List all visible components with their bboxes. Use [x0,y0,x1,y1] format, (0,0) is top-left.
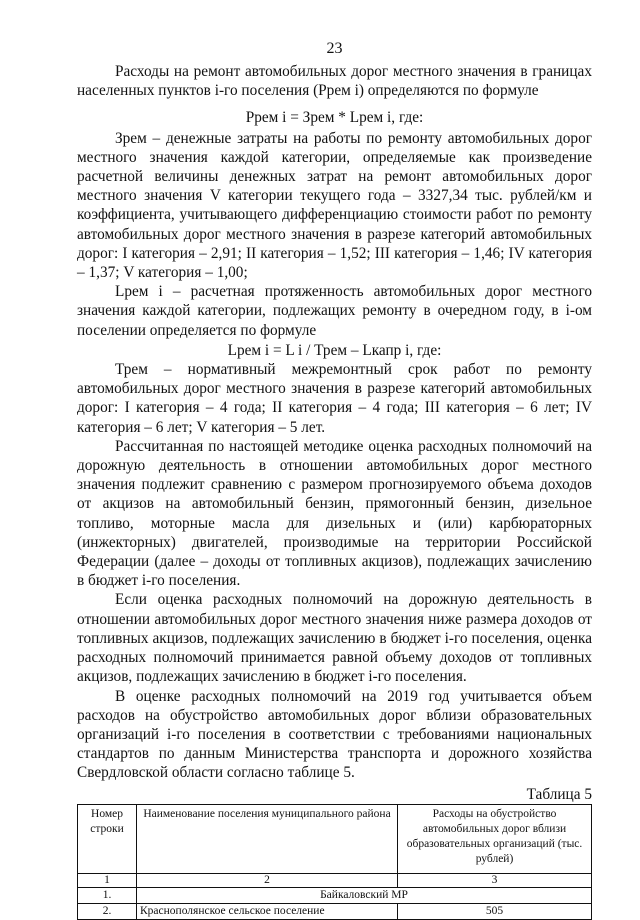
header-row-number: Номер строки [78,804,137,873]
column-number-3: 3 [398,873,592,887]
table-row [78,903,592,919]
column-number-1: 1 [78,873,137,887]
paragraph-2: Зрем – денежные затраты на работы по ремонту автомобильных дорог местного значения каждой категории, определяемые как произведение расчетной величины денежных затрат на ремонт автомобильных дорог местного значения V категории текущего года – 3327,34 тыс. рублей/км и коэффициента, учитывающего дифференциацию стоимости работ по ремонту автомобильных дорог местного значения в разрезе категорий автомобильных дорог: I категория – 2,91; II категория – 1,52; III категория – 1,46; IV категория – 1,37; V категория – 1,00; [77,129,592,282]
row-settlement-name: Краснополянское сельское поселение [137,903,398,919]
paragraph-4: Трем – нормативный межремонтный срок работ по ремонту автомобильных дорог местного значения в разрезе категорий автомобильных дорог: I категория – 4 года; II категория – 4 года; III категория – 6 лет; IV категория – 6 лет; V категория – 5 лет. [77,361,592,436]
table-header-row [78,804,592,873]
row-expense-value: 505 [398,903,592,919]
paragraph-1: Расходы на ремонт автомобильных дорог местного значения в границах населенных пунктов i-го поселения (Ррем i) определяются по формуле [77,63,592,100]
row-number: 2. [78,903,137,919]
data-table [77,804,592,920]
paragraph-6: Если оценка расходных полномочий на дорожную деятельность в отношении автомобильных дорог местного значения ниже размера доходов от топливных акцизов, подлежащих зачислению в бюджет i-го поселения, оценка расходных полномочий принимается равной объему доходов от топливных акцизов, подлежащих зачислению в бюджет i-го поселения. [77,591,592,686]
page-number: 23 [326,40,343,57]
column-number-2: 2 [137,873,398,887]
header-expenses: Расходы на обустройство автомобильных дорог вблизи образовательных организаций (тыс. рублей) [398,804,592,873]
header-settlement-name: Наименование поселения муниципального района [137,804,398,873]
group-row-number: 1. [78,887,137,903]
table-column-numbers-row [78,873,592,887]
formula-repair-cost: Ррем i = Зрем * Lрем i, где: [245,109,424,127]
group-row-label: Байкаловский МР [137,887,592,903]
paragraph-3: Lрем i – расчетная протяженность автомобильных дорог местного значения каждой категории, подлежащих ремонту в очередном году, в i-ом поселении определяется по формуле [77,283,592,339]
formula-repair-length: Lрем i = L i / Трем – Lкапр i, где: [227,341,442,359]
paragraph-7: В оценке расходных полномочий на 2019 год учитывается объем расходов на обустройство автомобильных дорог вблизи образовательных организаций i-го поселения в соответствии с требованиями национальных стандартов по данным Министерства транспорта и дорожного хозяйства Свердловской области согласно таблице 5. [77,687,592,782]
table-group-row [78,887,592,903]
paragraph-5: Рассчитанная по настоящей методике оценка расходных полномочий на дорожную деятельность в отношении автомобильных дорог местного значения подлежит сравнению с размером прогнозируемого объема доходов от акцизов на автомобильный бензин, прямогонный бензин, дизельное топливо, моторные масла для дизельных и (или) карбюраторных (инжекторных) двигателей, производимые на территории Российской Федерации (далее – доходы от топливных акцизов), подлежащих зачислению в бюджет i-го поселения. [77,437,592,590]
table-caption: Таблица 5 [526,785,592,803]
